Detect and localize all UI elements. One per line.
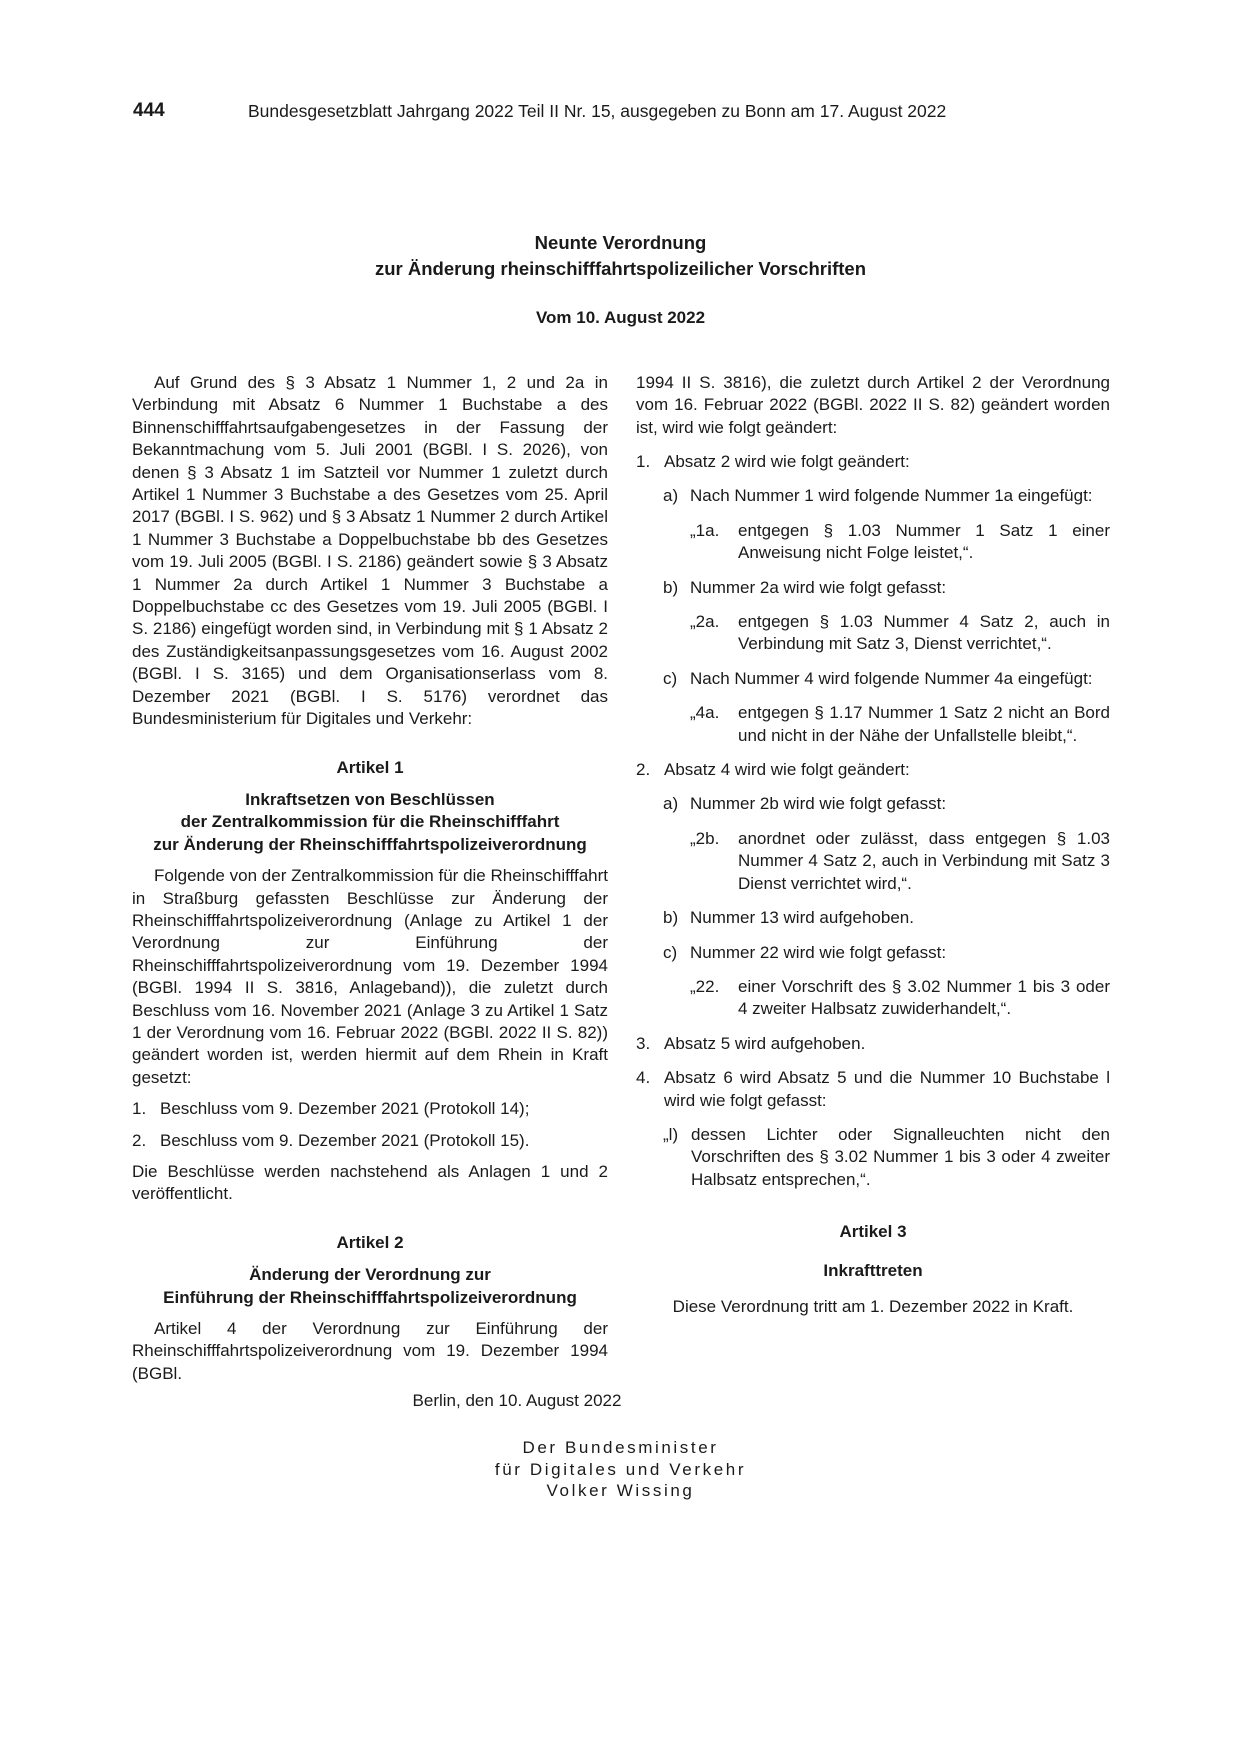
- item-text: Absatz 2 wird wie folgt geändert:: [664, 452, 910, 471]
- artikel-1-heading-line-2: der Zentralkommission für die Rheinschifffahrt: [180, 812, 560, 832]
- item-text: Beschluss vom 9. Dezember 2021 (Protokoll 15).: [160, 1130, 530, 1150]
- title-block: [0, 230, 1241, 328]
- artikel-3-body: Diese Verordnung tritt am 1. Dezember 2022 in Kraft.: [672, 1296, 1074, 1316]
- quote-2a: [690, 611, 1110, 656]
- item-text: Nummer 2a wird wie folgt gefasst:: [690, 577, 947, 597]
- artikel-1-body: Folgende von der Zentralkommission für die Rheinschifffahrt in Straßburg gefassten Beschlüsse zur Änderung der Rheinschifffahrtspolizeiverordnung (Anlage zu Artikel 1 der Verordnung zur Einführung der Rheinschifffahrtspolizeiverordnung vom 19. Dezember 1994 (BGBl. 1994 II S. 3816, Anlageband)), die zuletzt durch Beschluss vom 16. November 2021 (Anlage 3 zu Artikel 1 Satz 1 der Verordnung vom 16. Februar 2022 (BGBl. 2022 II S. 82)) geändert worden ist, werden hiermit auf dem Rhein in Kraft gesetzt:: [132, 866, 608, 1087]
- item-text: Beschluss vom 9. Dezember 2021 (Protokoll 14);: [160, 1099, 530, 1119]
- quote-2b: [690, 828, 1110, 895]
- quote-22: [690, 976, 1110, 1021]
- item-letter: b): [663, 908, 679, 928]
- artikel-2-heading-line-1: Änderung der Verordnung zur: [249, 1265, 491, 1285]
- item-text: Nummer 2b wird wie folgt gefasst:: [690, 794, 947, 814]
- artikel-2-intro: Artikel 4 der Verordnung zur Einführung der Rheinschifffahrtspolizeiverordnung vom 19. Dezember 1994 (BGBl.: [132, 1319, 608, 1383]
- quote-number: „22.: [690, 976, 720, 996]
- change-2: [636, 759, 1110, 781]
- item-letter: c): [663, 668, 678, 688]
- signature-line-3: Volker Wissing: [546, 1481, 695, 1500]
- quote-number: „1a.: [690, 520, 720, 540]
- item-text: Nummer 22 wird wie folgt gefasst:: [690, 942, 947, 962]
- quote-text: einer Vorschrift des § 3.02 Nummer 1 bis 3 oder 4 zweiter Halbsatz zuwiderhandelt,“.: [738, 976, 1110, 1019]
- item-number: 3.: [636, 1033, 651, 1053]
- page-number: 444: [133, 100, 165, 121]
- item-text: Absatz 4 wird wie folgt geändert:: [664, 760, 910, 780]
- artikel-1-closing: Die Beschlüsse werden nachstehend als Anlagen 1 und 2 veröffentlicht.: [132, 1162, 608, 1204]
- place-date: Berlin, den 10. August 2022: [412, 1391, 622, 1410]
- running-head: Bundesgesetzblatt Jahrgang 2022 Teil II Nr. 15, ausgegeben zu Bonn am 17. August 2022: [248, 101, 947, 121]
- item-letter: c): [663, 942, 678, 962]
- artikel-2-heading: [132, 1264, 608, 1309]
- quote-l: [663, 1124, 1110, 1191]
- title-line-2: zur Änderung rheinschifffahrtspolizeilicher Vorschriften: [375, 258, 866, 279]
- change-1: [636, 451, 1110, 473]
- artikel-2-intro-continued: [636, 372, 1110, 439]
- item-number: 2.: [132, 1130, 147, 1150]
- item-number: 1.: [132, 1099, 147, 1119]
- item-number: 1.: [636, 452, 651, 471]
- item-number: 4.: [636, 1068, 651, 1088]
- quote-number: „2b.: [690, 828, 720, 848]
- item-letter: a): [663, 486, 679, 506]
- item-text: Absatz 6 wird Absatz 5 und die Nummer 10 Buchstabe l wird wie folgt gefasst:: [664, 1068, 1110, 1110]
- change-3: [636, 1033, 1110, 1055]
- item-number: 2.: [636, 760, 651, 780]
- artikel-2-intro-continuation: 1994 II S. 3816), die zuletzt durch Artikel 2 der Verordnung vom 16. Februar 2022 (BGBl. 2022 II S. 82) geändert worden ist, wird wie folgt geändert:: [636, 373, 1110, 437]
- quote-text: entgegen § 1.17 Nummer 1 Satz 2 nicht an Bord und nicht in der Nähe der Unfallstelle bleibt,“.: [738, 703, 1110, 745]
- artikel-1-heading: [132, 789, 608, 856]
- artikel-2-label: Artikel 2: [336, 1232, 404, 1252]
- artikel-1-heading-line-1: Inkraftsetzen von Beschlüssen: [245, 789, 495, 809]
- artikel-1-label: Artikel 1: [336, 757, 404, 777]
- quote-text: dessen Lichter oder Signalleuchten nicht den Vorschriften des § 3.02 Nummer 1 bis 3 oder 4 zweiter Halbsatz entsprechen,“.: [691, 1124, 1110, 1189]
- change-2a: [663, 793, 1110, 815]
- item-text: Nach Nummer 1 wird folgende Nummer 1a eingefügt:: [690, 486, 1093, 506]
- item-letter: a): [663, 794, 679, 814]
- change-2c: [663, 942, 1110, 964]
- signature-block: [0, 1437, 1241, 1502]
- change-1a: [663, 485, 1110, 507]
- signature-line-2: für Digitales und Verkehr: [494, 1459, 747, 1479]
- quote-text: anordnet oder zulässt, dass entgegen § 1.03 Nummer 4 Satz 2, auch in Verbindung mit Satz 3 Dienst verrichtet wird,“.: [738, 828, 1110, 893]
- right-column: [636, 372, 1110, 1318]
- quote-1a: [690, 520, 1110, 565]
- quote-text: entgegen § 1.03 Nummer 4 Satz 2, auch in Verbindung mit Satz 3, Dienst verrichtet,“.: [738, 612, 1110, 654]
- change-4: [636, 1067, 1110, 1112]
- item-text: Absatz 5 wird aufgehoben.: [664, 1033, 866, 1053]
- artikel-3-label: Artikel 3: [839, 1222, 907, 1242]
- quote-number: „2a.: [690, 612, 720, 632]
- quote-number: „4a.: [690, 703, 720, 723]
- artikel-1-item-2: [132, 1130, 608, 1152]
- change-1c: [663, 668, 1110, 690]
- change-2b: [663, 907, 1110, 929]
- item-text: Nach Nummer 4 wird folgende Nummer 4a eingefügt:: [690, 668, 1093, 688]
- artikel-1-heading-line-3: zur Änderung der Rheinschifffahrtspolizeiverordnung: [153, 834, 587, 854]
- item-letter: b): [663, 577, 679, 597]
- title-line-1: Neunte Verordnung: [534, 232, 707, 253]
- artikel-1-item-1: [132, 1098, 608, 1120]
- artikel-2-heading-line-2: Einführung der Rheinschifffahrtspolizeiverordnung: [163, 1287, 577, 1307]
- quote-letter: „l): [663, 1124, 679, 1144]
- change-1b: [663, 577, 1110, 599]
- artikel-3-heading: Inkrafttreten: [823, 1260, 923, 1280]
- item-text: Nummer 13 wird aufgehoben.: [690, 908, 914, 928]
- left-column: [132, 372, 608, 1383]
- quote-4a: [690, 702, 1110, 747]
- preamble: Auf Grund des § 3 Absatz 1 Nummer 1, 2 und 2a in Verbindung mit Absatz 6 Nummer 1 Buchstabe a des Binnenschifffahrtsaufgabengesetzes in der Fassung der Bekanntmachung vom 5. Juli 2001 (BGBl. I S. 2026), von denen § 3 Absatz 1 im Satzteil vor Nummer 1 zuletzt durch Artikel 1 Nummer 3 Buchstabe a des Gesetzes vom 25. April 2017 (BGBl. I S. 962) und § 3 Absatz 1 Nummer 2 durch Artikel 1 Nummer 3 Buchstabe a Doppelbuchstabe bb des Gesetzes vom 19. Juli 2005 (BGBl. I S. 2186) geändert sowie § 3 Absatz 1 Nummer 2a durch Artikel 1 Nummer 3 Buchstabe a Doppelbuchstabe cc des Gesetzes vom 19. Juli 2005 (BGBl. I S. 2186) eingefügt worden sind, in Verbindung mit § 1 Absatz 2 des Zuständigkeitsanpassungsgesetzes vom 16. August 2002 (BGBl. I S. 3165) und dem Organisationserlass vom 8. Dezember 2021 (BGBl. I S. 5176) verordnet das Bundesministerium für Digitales und Verkehr:: [132, 373, 608, 729]
- signature-line-1: Der Bundesminister: [522, 1438, 719, 1457]
- title-date: Vom 10. August 2022: [535, 308, 706, 327]
- quote-text: entgegen § 1.03 Nummer 1 Satz 1 einer Anweisung nicht Folge leistet,“.: [738, 520, 1110, 563]
